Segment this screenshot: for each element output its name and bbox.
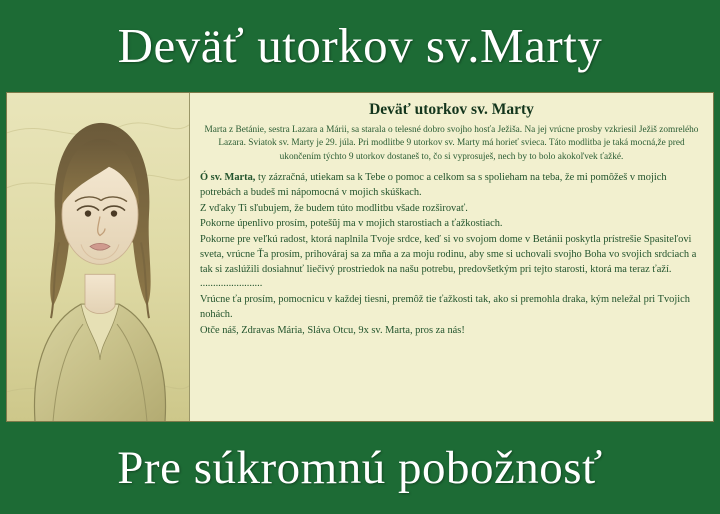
prayer-card [6,92,714,423]
prayer-intro: Marta z Betánie, sestra Lazara a Márii, sa starala o telesné dobro svojho hosťa Ježiša. Na jej vrúcne prosby vzkriesil Ježiš zomrelého Lazara. Sviatok sv. Marty je 29. júla. Pri modlitbe 9 utorkov sv. Marty má horieť svieca. Táto modlitba je taká mocná,že pred ukončením týchto 9 utorkov dostaneš to, čo si vyprosuješ, nech by to bolo akokoľvek ťažké. [204,124,699,162]
prayer-paragraph: Ó sv. Marta, ty zázračná, utiekam sa k Tebe o pomoc a celkom sa s spolieham na teba, že mi pomôžeš v mojich potrebách a budeš mi nápomocná v mojich skúškach. [200,172,667,198]
prayer-paragraph: Z vďaky Ti sľubujem, že budem túto modlitbu všade rozširovať. [200,202,468,214]
page-title-bottom: Pre súkromnú pobožnosť [117,442,603,495]
prayer-paragraph: Vrúcne ťa prosím, pomocnicu v každej tiesni, premôž tie ťažkosti tak, ako si premohla draka, kým neležal pri Tvojich nohách. [200,294,690,320]
prayer-paragraph: Pokorne úpenlivo prosím, potešŭj ma v mojich starostiach a ťažkostiach. [200,218,503,230]
prayer-body [200,171,703,339]
prayer-paragraph: Otče náš, Zdravas Mária, Sláva Otcu, 9x sv. Marta, pros za nás! [200,324,465,336]
page-title-top: Deväť utorkov sv.Marty [117,18,603,74]
prayer-heading: Deväť utorkov sv. Marty [369,100,534,118]
prayer-text-panel [190,93,713,422]
prayer-paragraph: Pokorne pre veľkú radost, ktorá naplnila Tvoje srdce, keď si vo svojom dome v Betánii poskytla prístrešie Spasiteľovi sveta, vrúcne Ťa prosím, prihováraj sa za mňa a za moju rodinu, aby sme si uchovali svojho Boha vo svojich srdciach a tak si zaslúžili dosiahnuť liečivý prostriedok na našu potrebu, predovšetkým pri tejto starosti, ktorá ma teraz ťaží. ........................ [200,234,697,290]
woman-portrait-illustration [7,93,190,422]
